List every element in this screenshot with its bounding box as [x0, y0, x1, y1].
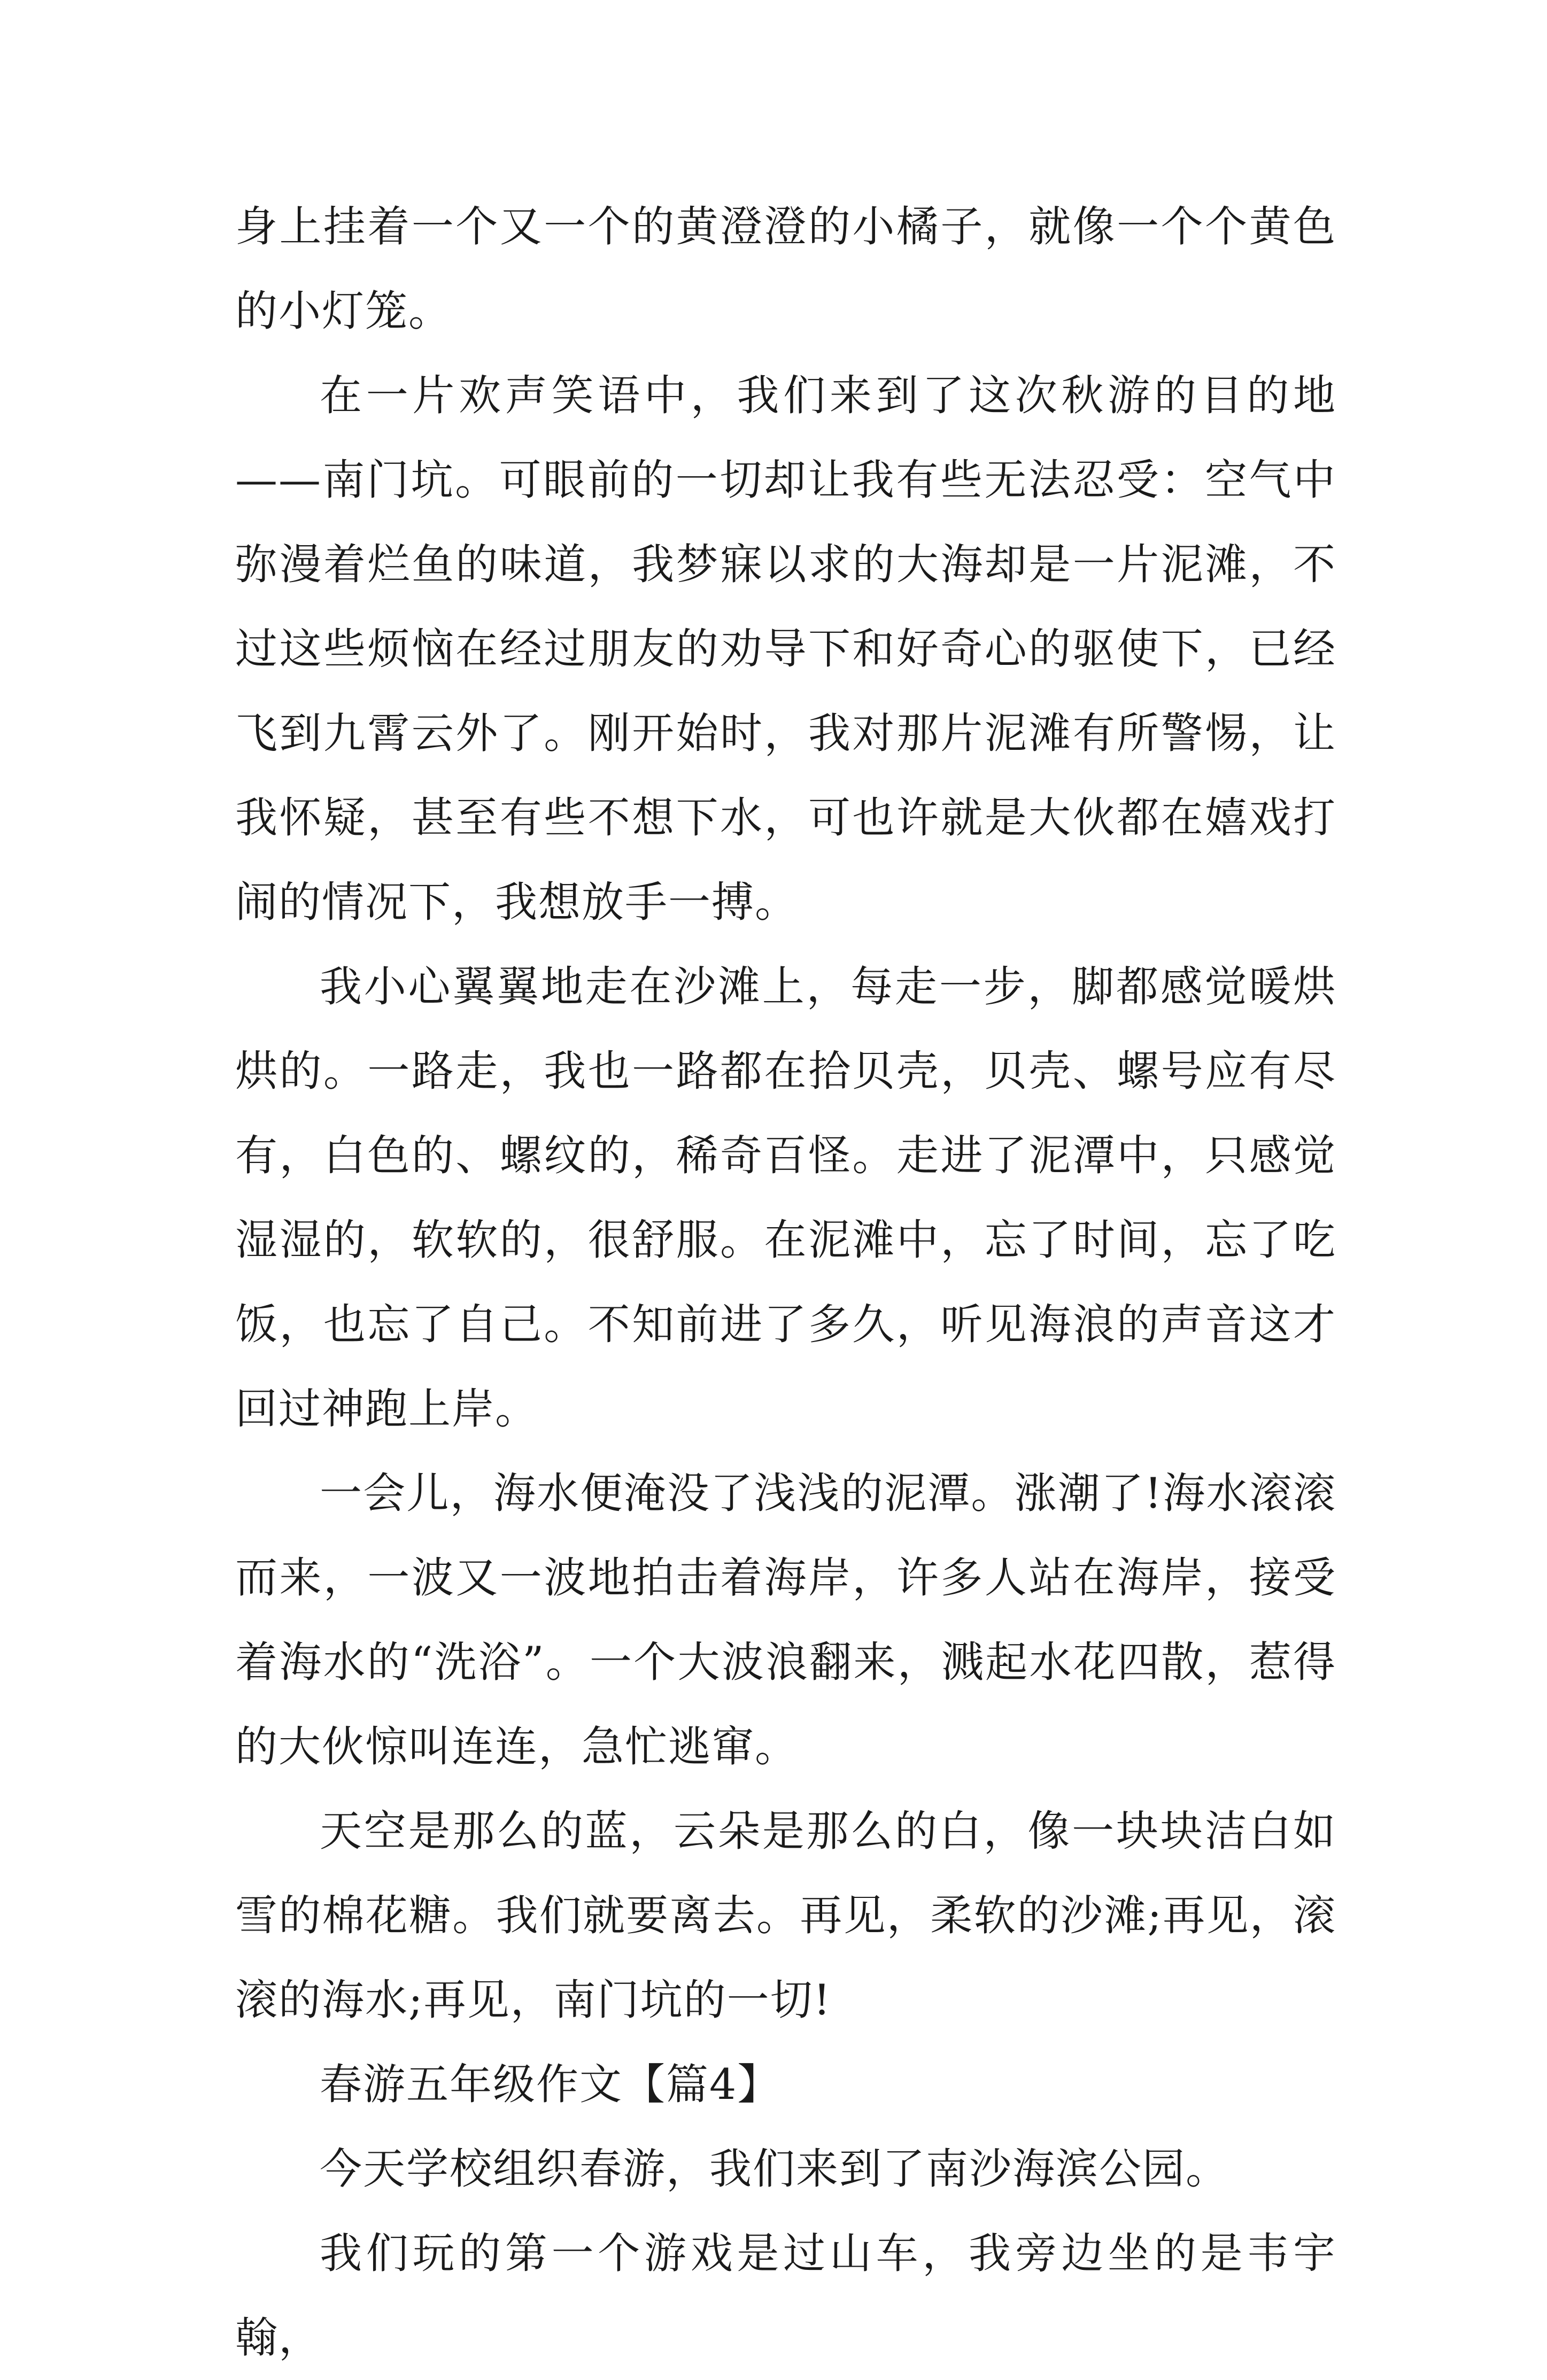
paragraph-3: 我小心翼翼地走在沙滩上，每走一步，脚都感觉暖烘烘的。一路走，我也一路都在拾贝壳，贝壳、螺号应有尽有，白色的、螺纹的，稀奇百怪。走进了泥潭中，只感觉湿湿的，软软的，很舒服。在泥滩中，忘了时间，忘了吃饭，也忘了自己。不知前进了多久，听见海浪的声音这才回过神跑上岸。: [235, 962, 1336, 1433]
paragraph-5: 天空是那么的蓝，云朵是那么的白，像一块块洁白如雪的棉花糖。我们就要离去。再见，柔软的沙滩;再见，滚滚的海水;再见，南门坑的一切!: [235, 1807, 1336, 2025]
section-heading: 春游五年级作文【篇4】: [320, 2060, 781, 2109]
paragraph-4: 一会儿，海水便淹没了浅浅的泥潭。涨潮了!海水滚滚而来，一波又一波地拍击着海岸，许多人站在海岸，接受着海水的“洗浴”。一个大波浪翻来，溅起水花四散，惹得的大伙惊叫连连，急忙逃窜。: [235, 1469, 1336, 1771]
document-body: [235, 184, 1336, 2380]
paragraph-7: 我们玩的第一个游戏是过山车，我旁边坐的是韦宇翰，: [235, 2229, 1336, 2362]
paragraph-1: 身上挂着一个又一个的黄澄澄的小橘子，就像一个个黄色的小灯笼。: [235, 202, 1336, 336]
paragraph-2: 在一片欢声笑语中，我们来到了这次秋游的目的地——南门坑。可眼前的一切却让我有些无法忍受：空气中弥漫着烂鱼的味道，我梦寐以求的大海却是一片泥滩，不过这些烦恼在经过朋友的劝导下和好奇心的驱使下，已经飞到九霄云外了。刚开始时，我对那片泥滩有所警惕，让我怀疑，甚至有些不想下水，可也许就是大伙都在嬉戏打闹的情况下，我想放手一搏。: [235, 371, 1336, 927]
paragraph-6: 今天学校组织春游，我们来到了南沙海滨公园。: [320, 2144, 1229, 2193]
